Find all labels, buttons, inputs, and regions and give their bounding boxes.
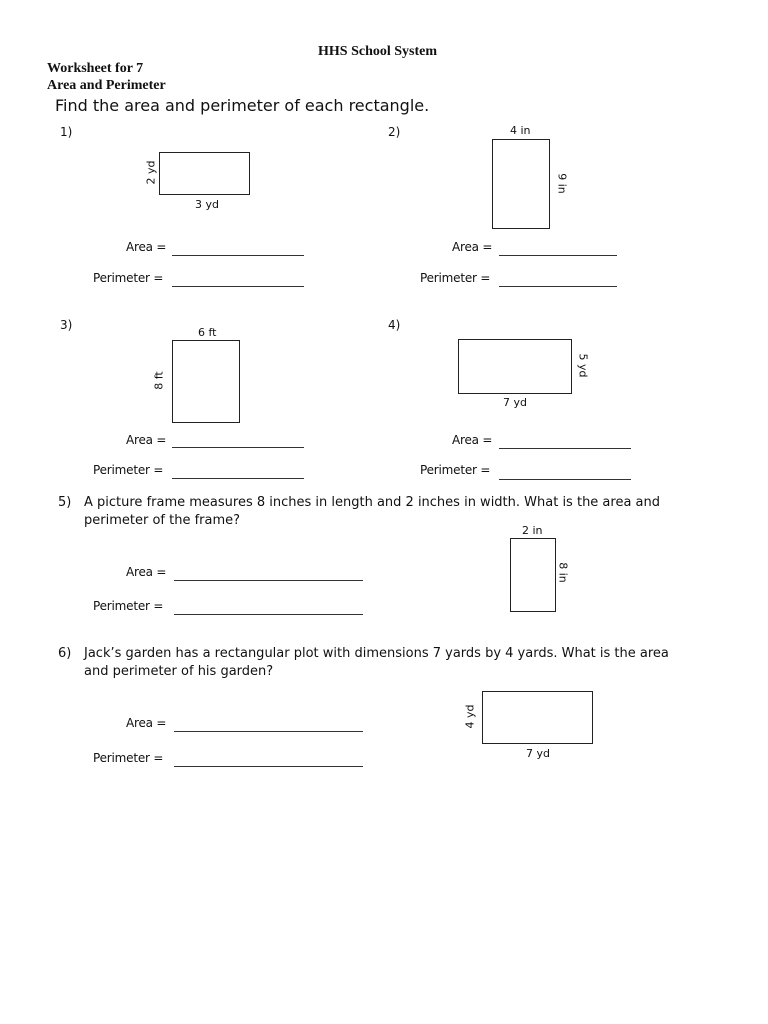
problem-6-text-line-2: and perimeter of his garden?	[84, 664, 274, 679]
worksheet-title: Worksheet for 7	[47, 61, 144, 76]
problem-1-perimeter-label: Perimeter =	[93, 271, 164, 285]
problem-6-width-label: 7 yd	[526, 747, 550, 760]
problem-1-area-label: Area =	[126, 240, 167, 254]
problem-3-perimeter-label: Perimeter =	[93, 463, 164, 477]
problem-5-height-label: 8 in	[556, 562, 570, 583]
problem-3-height-label: 8 ft	[152, 371, 166, 390]
problem-6-number: 6)	[58, 646, 72, 661]
problem-3-area-label: Area =	[126, 433, 167, 447]
problem-3-number: 3)	[60, 318, 73, 332]
problem-1-perimeter-answer[interactable]	[172, 286, 304, 287]
problem-4-perimeter-answer[interactable]	[499, 479, 631, 480]
problem-6-perimeter-answer[interactable]	[174, 766, 363, 767]
problem-5-number: 5)	[58, 495, 72, 510]
problem-2-perimeter-label: Perimeter =	[420, 271, 491, 285]
problem-2-width-label: 4 in	[510, 124, 531, 137]
problem-6-text-line-1: Jack’s garden has a rectangular plot with dimensions 7 yards by 4 yards. What is the area	[84, 646, 669, 661]
problem-2-perimeter-answer[interactable]	[499, 286, 617, 287]
problem-4-area-answer[interactable]	[499, 448, 631, 449]
topic-title: Area and Perimeter	[47, 78, 166, 93]
problem-4-number: 4)	[388, 318, 401, 332]
problem-3-perimeter-answer[interactable]	[172, 478, 304, 479]
problem-2-area-label: Area =	[452, 240, 493, 254]
problem-5-perimeter-answer[interactable]	[174, 614, 363, 615]
problem-1-rectangle	[159, 152, 250, 195]
problem-5-area-answer[interactable]	[174, 580, 363, 581]
problem-4-perimeter-label: Perimeter =	[420, 463, 491, 477]
problem-2-number: 2)	[388, 125, 401, 139]
problem-1-number: 1)	[60, 125, 73, 139]
problem-5-perimeter-label: Perimeter =	[93, 599, 164, 613]
problem-6-area-answer[interactable]	[174, 731, 363, 732]
problem-2-rectangle	[492, 139, 550, 229]
problem-1-height-label: 2 yd	[144, 160, 158, 185]
problem-5-rectangle	[510, 538, 556, 612]
problem-4-area-label: Area =	[452, 433, 493, 447]
instruction: Find the area and perimeter of each rectangle.	[55, 96, 430, 115]
problem-1-width-label: 3 yd	[195, 198, 219, 211]
problem-5-width-label: 2 in	[522, 524, 543, 537]
problem-6-height-label: 4 yd	[463, 704, 477, 729]
problem-4-width-label: 7 yd	[503, 396, 527, 409]
problem-6-area-label: Area =	[126, 716, 167, 730]
problem-5-text-line-1: A picture frame measures 8 inches in length and 2 inches in width. What is the area and	[84, 495, 661, 510]
problem-1-area-answer[interactable]	[172, 255, 304, 256]
problem-6-perimeter-label: Perimeter =	[93, 751, 164, 765]
problem-6-rectangle	[482, 691, 593, 744]
problem-5-area-label: Area =	[126, 565, 167, 579]
problem-3-width-label: 6 ft	[198, 326, 217, 339]
problem-3-area-answer[interactable]	[172, 447, 304, 448]
problem-2-height-label: 9 in	[555, 173, 569, 194]
problem-5-text-line-2: perimeter of the frame?	[84, 513, 241, 528]
problem-3-rectangle	[172, 340, 240, 423]
problem-2-area-answer[interactable]	[499, 255, 617, 256]
problem-4-height-label: 5 yd	[576, 353, 590, 378]
problem-4-rectangle	[458, 339, 572, 394]
school-name: HHS School System	[318, 44, 438, 59]
